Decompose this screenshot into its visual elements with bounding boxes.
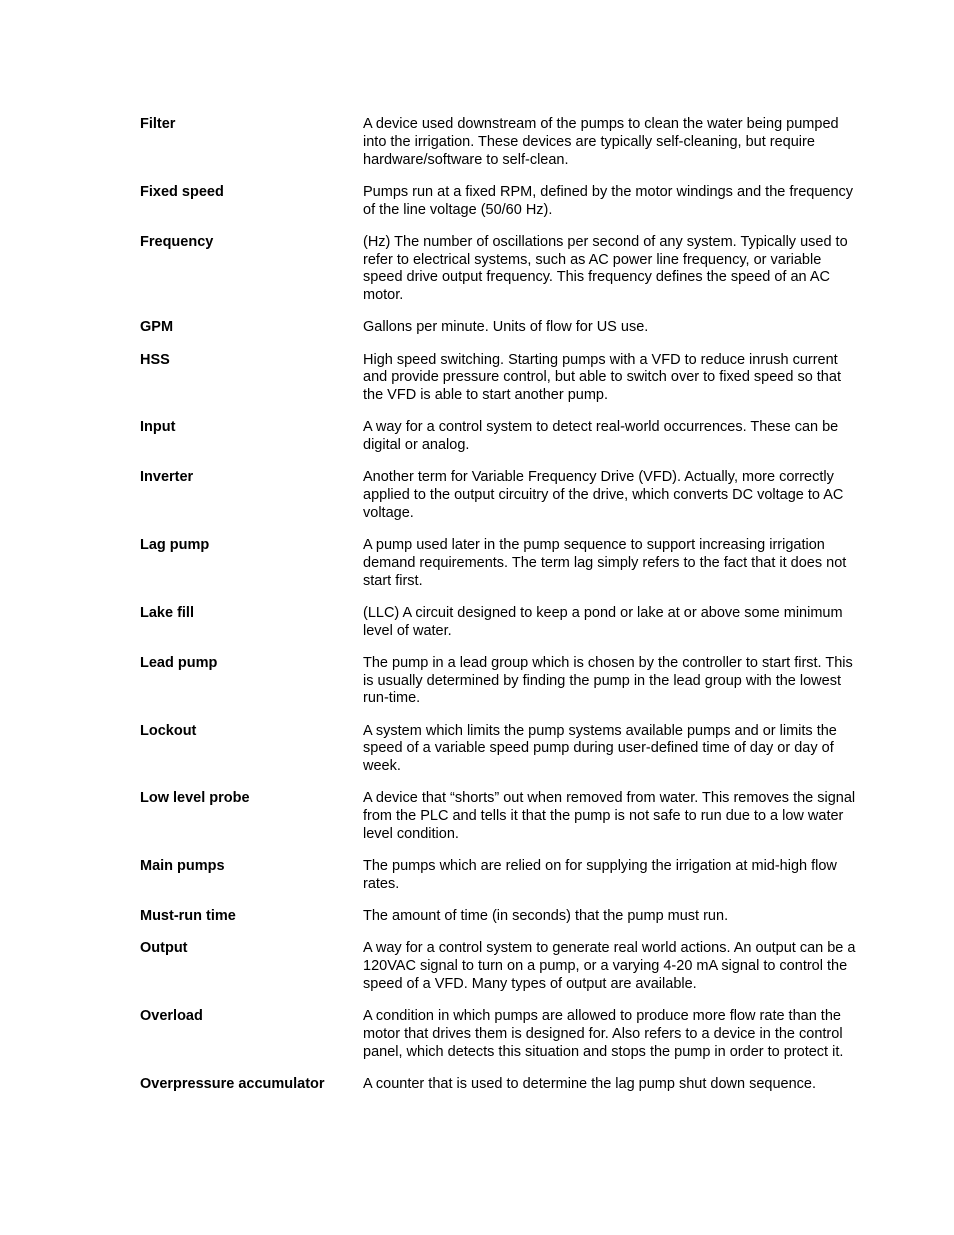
glossary-term: Fixed speed <box>140 183 224 200</box>
glossary-term: Overload <box>140 1008 203 1025</box>
definition-line: and provide pressure control, but able to switch over to fixed speed so that <box>363 369 841 386</box>
definition-line: digital or analog. <box>363 437 470 454</box>
definition-line: motor. <box>363 287 404 304</box>
definition-line: applied to the output circuitry of the drive, which converts DC voltage to AC <box>363 487 844 504</box>
glossary-entry <box>140 116 900 169</box>
glossary-term: Input <box>140 419 176 436</box>
glossary-term: Main pumps <box>140 858 225 875</box>
definition-line: panel, which detects this situation and stops the pump in order to protect it. <box>363 1043 844 1060</box>
definition-line: level of water. <box>363 622 452 639</box>
glossary-entry <box>140 1008 900 1061</box>
definition-line: Pumps run at a fixed RPM, defined by the motor windings and the frequency <box>363 183 854 200</box>
glossary-entry <box>140 352 900 405</box>
glossary-definition <box>363 419 899 455</box>
glossary-entry <box>140 419 900 455</box>
definition-line: from the PLC and tells it that the pump is not safe to run due to a low water <box>363 808 844 825</box>
glossary-definition <box>363 1076 899 1094</box>
definition-line: A way for a control system to generate real world actions. An output can be a <box>363 940 856 957</box>
glossary-entry <box>140 319 900 337</box>
definition-line: A device that “shorts” out when removed from water. This removes the signal <box>363 790 856 807</box>
glossary-definition <box>363 790 899 843</box>
glossary-definition <box>363 537 899 590</box>
glossary-definition <box>363 723 899 776</box>
definition-line: A system which limits the pump systems available pumps and or limits the <box>363 722 837 739</box>
glossary-definition <box>363 319 899 337</box>
glossary-entry <box>140 723 900 776</box>
glossary-term: Must-run time <box>140 908 236 925</box>
definition-line: Gallons per minute. Units of flow for US use. <box>363 319 649 336</box>
glossary-definition <box>363 234 899 305</box>
definition-line: hardware/software to self-clean. <box>363 151 569 168</box>
glossary-definition <box>363 1008 899 1061</box>
glossary-entry <box>140 1076 900 1094</box>
glossary-term: Frequency <box>140 233 214 250</box>
definition-line: 120VAC signal to turn on a pump, or a varying 4-20 mA signal to control the <box>363 958 848 975</box>
glossary-term: Low level probe <box>140 790 250 807</box>
glossary-entry <box>140 605 900 641</box>
definition-line: of the line voltage (50/60 Hz). <box>363 201 553 218</box>
definition-line: motor that drives them is designed for. Also refers to a device in the control <box>363 1025 843 1042</box>
glossary-entry <box>140 537 900 590</box>
glossary-term: Output <box>140 940 188 957</box>
glossary-entry <box>140 234 900 305</box>
glossary-definition <box>363 858 899 894</box>
glossary-entry <box>140 858 900 894</box>
definition-line: speed of a variable speed pump during user-defined time of day or day of <box>363 740 834 757</box>
definition-line: rates. <box>363 875 400 892</box>
definition-line: Another term for Variable Frequency Drive (VFD). Actually, more correctly <box>363 469 834 486</box>
glossary-term: Lag pump <box>140 537 210 554</box>
definition-line: the VFD is able to start another pump. <box>363 387 609 404</box>
glossary-list <box>140 116 900 1108</box>
definition-line: A way for a control system to detect real-world occurrences. These can be <box>363 419 839 436</box>
glossary-term: GPM <box>140 319 174 336</box>
glossary-term: Lockout <box>140 722 197 739</box>
glossary-term: Lead pump <box>140 654 218 671</box>
definition-line: High speed switching. Starting pumps with a VFD to reduce inrush current <box>363 351 838 368</box>
glossary-entry <box>140 184 900 220</box>
definition-line: voltage. <box>363 504 414 521</box>
glossary-entry <box>140 655 900 708</box>
glossary-definition <box>363 116 899 169</box>
glossary-entry <box>140 469 900 522</box>
definition-line: run-time. <box>363 690 421 707</box>
definition-line: level condition. <box>363 826 459 842</box>
definition-line: start first. <box>363 572 423 589</box>
definition-line: refer to electrical systems, such as AC power line frequency, or variable <box>363 251 822 268</box>
definition-line: speed of a VFD. Many types of output are available. <box>363 975 697 992</box>
glossary-entry <box>140 908 900 926</box>
glossary-definition <box>363 469 899 522</box>
glossary-entry <box>140 790 900 843</box>
definition-line: week. <box>363 758 401 775</box>
glossary-definition <box>363 352 899 405</box>
definition-line: demand requirements. The term lag simply refers to the fact that it does not <box>363 554 847 571</box>
definition-line: A condition in which pumps are allowed to produce more flow rate than the <box>363 1008 841 1025</box>
definition-line: The pump in a lead group which is chosen by the controller to start first. This <box>363 654 853 671</box>
glossary-definition <box>363 184 899 220</box>
glossary-definition <box>363 940 899 993</box>
glossary-definition <box>363 605 899 641</box>
definition-line: A pump used later in the pump sequence to support increasing irrigation <box>363 537 825 554</box>
glossary-definition <box>363 908 899 926</box>
definition-line: (Hz) The number of oscillations per second of any system. Typically used to <box>363 233 848 250</box>
definition-line: The amount of time (in seconds) that the pump must run. <box>363 908 729 925</box>
definition-line: A counter that is used to determine the lag pump shut down sequence. <box>363 1075 817 1092</box>
glossary-definition <box>363 655 899 708</box>
definition-line: into the irrigation. These devices are typically self-cleaning, but require <box>363 133 815 150</box>
glossary-term: Lake fill <box>140 604 194 621</box>
definition-line: speed drive output frequency. This frequency defines the speed of an AC <box>363 269 830 286</box>
glossary-term: HSS <box>140 351 170 368</box>
definition-line: (LLC) A circuit designed to keep a pond or lake at or above some minimum <box>363 604 843 621</box>
definition-line: is usually determined by finding the pump in the lead group with the lowest <box>363 672 841 689</box>
glossary-entry <box>140 940 900 993</box>
glossary-term: Filter <box>140 116 176 132</box>
glossary-term: Overpressure accumulator <box>140 1075 325 1092</box>
definition-line: The pumps which are relied on for supplying the irrigation at mid-high flow <box>363 858 837 875</box>
definition-line: A device used downstream of the pumps to clean the water being pumped <box>363 116 839 132</box>
glossary-term: Inverter <box>140 469 194 486</box>
